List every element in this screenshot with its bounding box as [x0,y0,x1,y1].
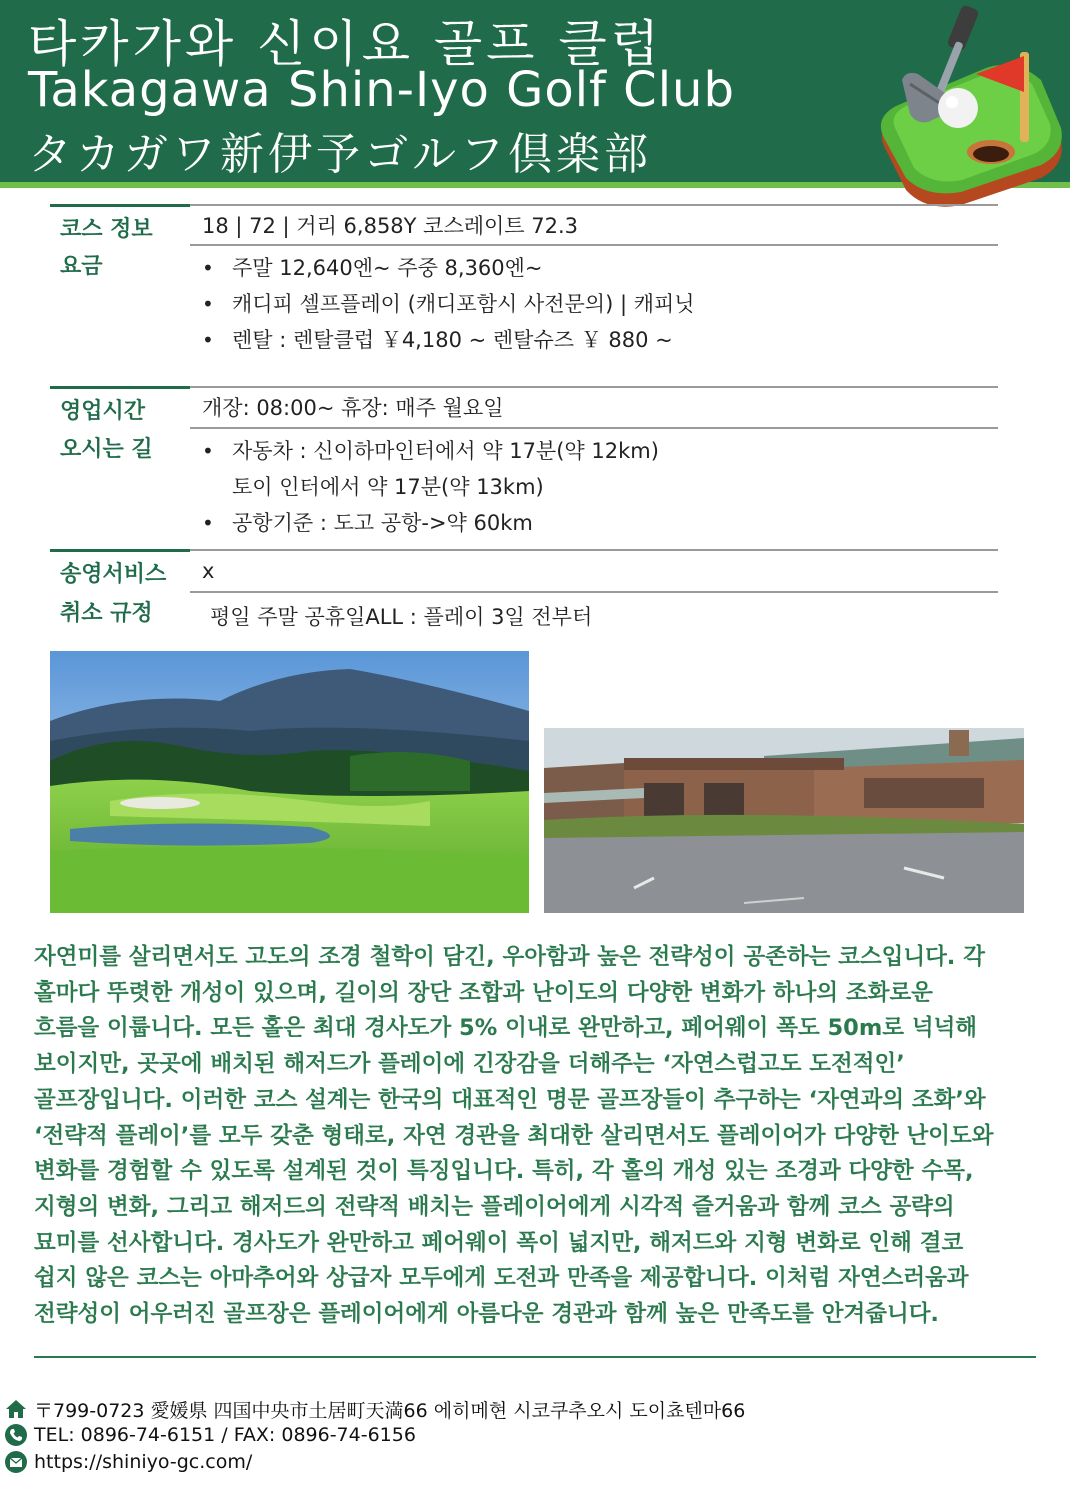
fee-item: • 캐디피 셀프플레이 (캐디포함시 사전문의) | 캐피닛 [202,286,695,322]
title-korean: 타카가와 신이요 골프 클럽 [28,15,663,73]
cancel-label: 취소 규정 [60,601,153,626]
fee-item: • 주말 12,640엔~ 주중 8,360엔~ [202,250,695,286]
row-rule [190,591,998,593]
directions-label: 오시는 길 [60,437,153,462]
footer-website-row [4,1449,252,1475]
course-info-label: 코스 정보 [50,204,190,244]
directions-item: • 공항기준 : 도고 공항->약 60km [202,505,659,541]
description-line: 전략성이 어우러진 골프장은 플레이어에게 아름다운 경관과 함께 높은 만족도를 안겨줍니다. [34,1301,939,1328]
phone-icon [4,1423,28,1447]
description-line: 지형의 변화, 그리고 해저드의 전략적 배치는 플레이어에게 시각적 즐거움과 함께 코스 공략의 [34,1193,955,1220]
fee-item: • 렌탈 : 렌탈클럽 ￥4,180 ~ 렌탈슈즈 ￥ 880 ~ [202,322,695,358]
footer-address: 〒799-0723 愛媛県 四国中央市土居町天満66 에히메현 시코쿠추오시 도이쵸텐마66 [34,1399,746,1422]
description-line: 변화를 경험할 수 있도록 설계된 것이 특징입니다. 특히, 각 홀의 개성 있는 조경과 다양한 수목, [34,1158,974,1185]
golf-course-photo [50,651,529,913]
title-japanese: タカガワ新伊予ゴルフ倶楽部 [28,129,652,180]
shuttle-value: x [202,559,215,583]
description-line: 흐름을 이룹니다. 모든 홀은 최대 경사도가 5% 이내로 완만하고, 페어웨이 폭도 50m로 넉넉해 [34,1015,978,1042]
mail-icon [4,1450,28,1474]
footer-phone: TEL: 0896-74-6151 / FAX: 0896-74-6156 [34,1424,416,1446]
golf-club-ball-flag-icon [866,0,1070,210]
description-line: 홀마다 뚜렷한 개성이 있으며, 길이의 장단 조합과 난이도의 다양한 변화가 하나의 조화로운 [34,979,933,1006]
description-line: 골프장입니다. 이러한 코스 설계는 한국의 대표적인 명문 골프장들이 추구하는 ‘자연과의 조화’와 [34,1086,986,1113]
description-line: 자연미를 살리면서도 고도의 조경 철학이 담긴, 우아함과 높은 전략성이 공존하는 코스입니다. 각 [34,944,985,970]
footer-phone-row [4,1422,416,1448]
description-line: 묘미를 선사합니다. 경사도가 완만하고 페어웨이 폭이 넓지만, 해저드와 지형 변화로 인해 결코 [34,1229,964,1256]
directions-item: 토이 인터에서 약 17분(약 13km) [232,475,544,499]
description-line: 쉽지 않은 코스는 아마추어와 상급자 모두에게 도전과 만족을 제공합니다. 이처럼 자연스러움과 [34,1265,969,1292]
description-line: 보이지만, 곳곳에 배치된 해저드가 플레이에 긴장감을 더해주는 ‘자연스럽고도 도전적인’ [34,1051,905,1078]
clubhouse-photo [544,728,1024,913]
hours-label: 영업시간 [50,386,190,426]
footer-divider [34,1356,1036,1358]
footer-website-link[interactable]: https://shiniyo-gc.com/ [34,1451,253,1473]
row-rule [190,549,998,551]
footer-address-row [4,1396,745,1422]
description-line: ‘전략적 플레이’를 모두 갖춘 형태로, 자연 경관을 최대한 살리면서도 플레이어가 다양한 난이도와 [34,1122,994,1149]
home-icon [4,1397,28,1421]
row-rule [190,386,998,388]
directions-list [202,433,659,541]
title-english: Takagawa Shin-Iyo Golf Club [28,62,735,118]
row-rule [190,244,998,246]
cancel-value: 평일 주말 공휴일ALL : 플레이 3일 전부터 [210,605,593,629]
directions-item: • 자동차 : 신이하마인터에서 약 17분(약 12km) [202,433,659,469]
hours-value: 개장: 08:00~ 휴장: 매주 월요일 [202,396,504,420]
shuttle-label: 송영서비스 [50,549,190,591]
fee-label: 요금 [60,254,103,279]
row-rule [190,427,998,429]
row-rule [190,204,998,206]
course-description [34,940,1044,1333]
fee-list [202,250,695,358]
course-info-value: 18 | 72 | 거리 6,858Y 코스레이트 72.3 [202,214,579,238]
